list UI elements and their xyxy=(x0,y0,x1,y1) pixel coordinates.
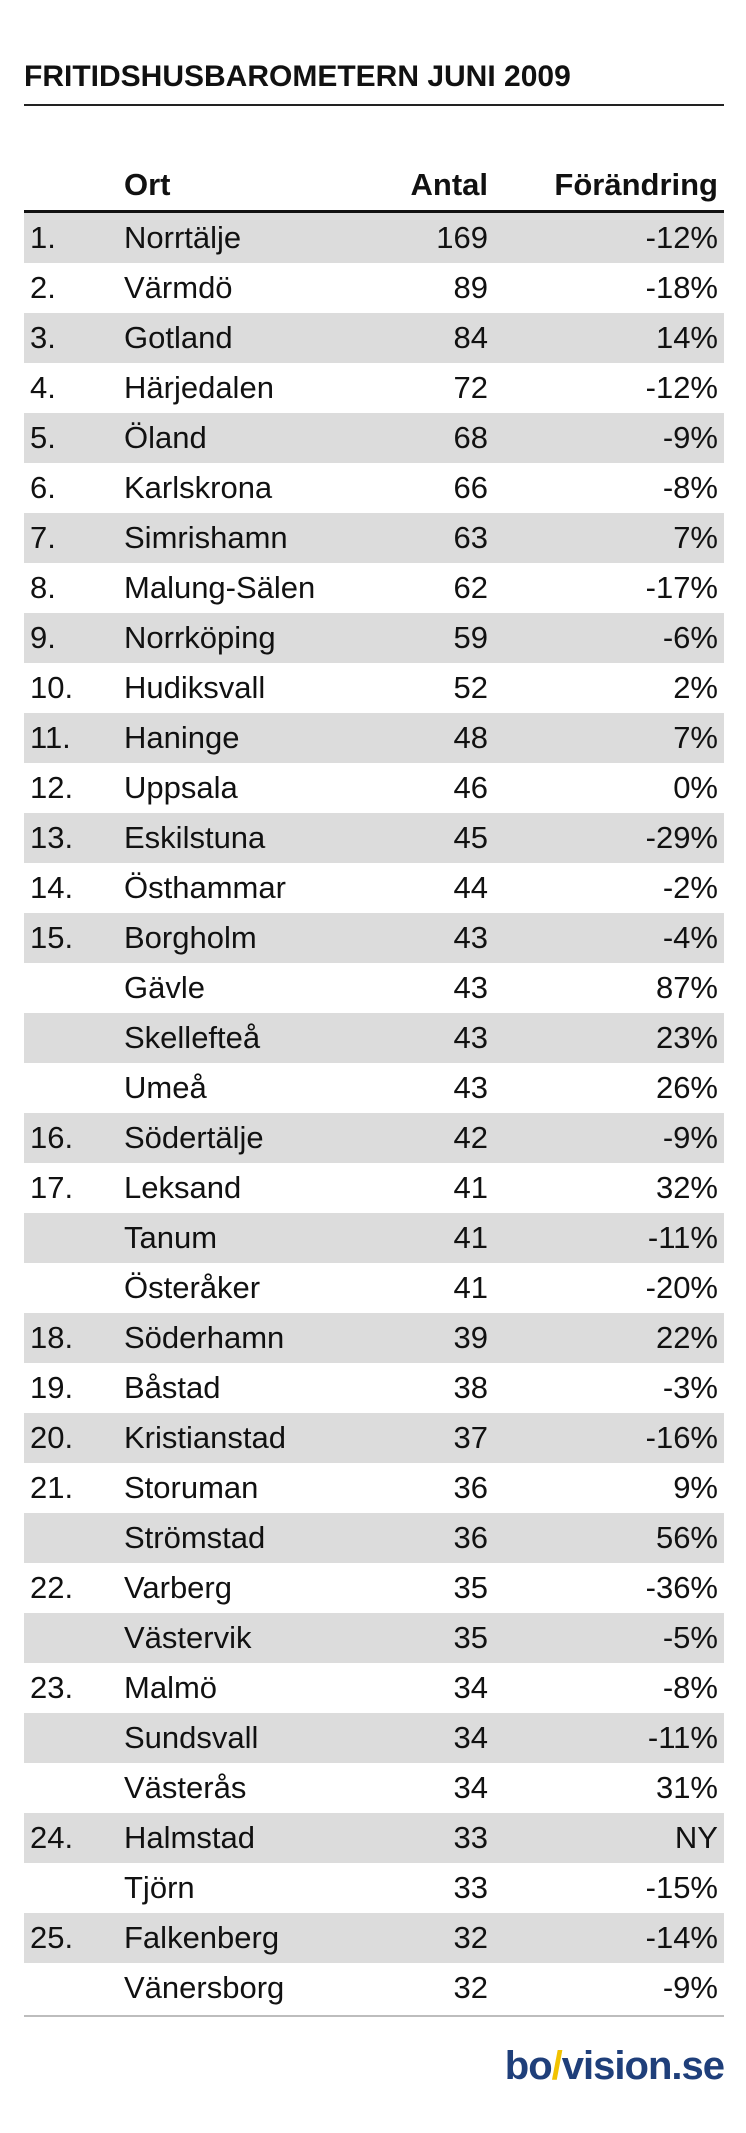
table-row xyxy=(24,1613,724,1663)
antal-cell: 39 xyxy=(453,1320,488,1355)
table-body xyxy=(24,213,724,2013)
table-bottom-divider xyxy=(24,2015,724,2017)
antal-cell: 66 xyxy=(453,470,488,505)
rank-cell: 24. xyxy=(30,1820,74,1855)
table-row xyxy=(24,1313,724,1363)
change-cell: 14% xyxy=(655,320,718,355)
antal-cell: 41 xyxy=(453,1170,488,1205)
antal-cell: 43 xyxy=(453,1070,488,1105)
table-row xyxy=(24,463,724,513)
change-cell: 9% xyxy=(673,1470,718,1505)
antal-cell: 33 xyxy=(453,1870,488,1905)
change-cell: 31% xyxy=(655,1770,718,1805)
rank-cell: 17. xyxy=(30,1170,74,1205)
table-row xyxy=(24,213,724,263)
antal-cell: 43 xyxy=(453,970,488,1005)
change-cell: 87% xyxy=(655,970,718,1005)
change-cell: 7% xyxy=(673,520,718,555)
table-row xyxy=(24,663,724,713)
table-row xyxy=(24,413,724,463)
rank-cell: 2. xyxy=(30,270,56,305)
table-row xyxy=(24,1263,724,1313)
change-cell: 26% xyxy=(655,1070,718,1105)
table-row xyxy=(24,1763,724,1813)
change-cell: 32% xyxy=(655,1170,718,1205)
ort-cell: Södertälje xyxy=(124,1120,264,1155)
antal-cell: 36 xyxy=(453,1520,488,1555)
ort-cell: Öland xyxy=(124,420,207,455)
antal-cell: 41 xyxy=(453,1220,488,1255)
ort-cell: Eskilstuna xyxy=(124,820,266,855)
change-cell: NY xyxy=(674,1820,718,1855)
change-cell: -16% xyxy=(645,1420,718,1455)
antal-cell: 72 xyxy=(453,370,488,405)
antal-cell: 35 xyxy=(453,1570,488,1605)
ort-cell: Tjörn xyxy=(124,1870,195,1905)
antal-cell: 45 xyxy=(453,820,488,855)
ort-cell: Österåker xyxy=(124,1270,261,1305)
antal-cell: 37 xyxy=(453,1420,488,1455)
rank-cell: 8. xyxy=(30,570,56,605)
table-row xyxy=(24,563,724,613)
table-row xyxy=(24,1913,724,1963)
ort-cell: Gotland xyxy=(124,320,233,355)
antal-cell: 169 xyxy=(436,220,488,255)
antal-cell: 34 xyxy=(453,1720,488,1755)
table-row xyxy=(24,263,724,313)
ort-cell: Uppsala xyxy=(124,770,238,805)
ort-cell: Strömstad xyxy=(124,1520,266,1555)
antal-cell: 89 xyxy=(453,270,488,305)
rank-cell: 19. xyxy=(30,1370,74,1405)
header-change: Förändring xyxy=(554,167,718,202)
table-row xyxy=(24,1713,724,1763)
rank-cell: 23. xyxy=(30,1670,74,1705)
rank-cell: 6. xyxy=(30,470,56,505)
antal-cell: 36 xyxy=(453,1470,488,1505)
change-cell: -11% xyxy=(647,1720,718,1755)
antal-cell: 32 xyxy=(453,1920,488,1955)
rank-cell: 7. xyxy=(30,520,56,555)
change-cell: -29% xyxy=(645,820,718,855)
change-cell: -11% xyxy=(647,1220,718,1255)
change-cell: 0% xyxy=(673,770,718,805)
change-cell: 7% xyxy=(673,720,718,755)
page-title: FRITIDSHUSBAROMETERN JUNI 2009 xyxy=(24,60,571,93)
table-header xyxy=(24,162,724,210)
ort-cell: Kristianstad xyxy=(124,1420,286,1455)
change-cell: -5% xyxy=(662,1620,718,1655)
change-cell: -20% xyxy=(645,1270,718,1305)
antal-cell: 33 xyxy=(453,1820,488,1855)
rank-cell: 11. xyxy=(30,720,71,755)
ort-cell: Simrishamn xyxy=(124,520,288,555)
header-ort: Ort xyxy=(124,167,171,202)
antal-cell: 52 xyxy=(453,670,488,705)
antal-cell: 44 xyxy=(453,870,488,905)
change-cell: -2% xyxy=(662,870,718,905)
change-cell: -4% xyxy=(662,920,718,955)
rank-cell: 15. xyxy=(30,920,74,955)
rank-cell: 5. xyxy=(30,420,56,455)
table-row xyxy=(24,1013,724,1063)
rank-cell: 20. xyxy=(30,1420,74,1455)
antal-cell: 41 xyxy=(453,1270,488,1305)
antal-cell: 46 xyxy=(453,770,488,805)
ort-cell: Malmö xyxy=(124,1670,218,1705)
change-cell: -8% xyxy=(662,1670,718,1705)
rank-cell: 18. xyxy=(30,1320,74,1355)
ort-cell: Falkenberg xyxy=(124,1920,280,1955)
rank-cell: 16. xyxy=(30,1120,74,1155)
ort-cell: Västervik xyxy=(124,1620,252,1655)
logo-part2: vision.se xyxy=(561,2044,724,2088)
table-row xyxy=(24,813,724,863)
change-cell: -8% xyxy=(662,470,718,505)
change-cell: 22% xyxy=(655,1320,718,1355)
table-row xyxy=(24,863,724,913)
table-row xyxy=(24,763,724,813)
change-cell: -17% xyxy=(645,570,718,605)
table-row xyxy=(24,1063,724,1113)
antal-cell: 68 xyxy=(453,420,488,455)
rank-cell: 21. xyxy=(30,1470,74,1505)
ort-cell: Gävle xyxy=(124,970,205,1005)
antal-cell: 35 xyxy=(453,1620,488,1655)
table-row xyxy=(24,713,724,763)
ort-cell: Härjedalen xyxy=(124,370,274,405)
ort-cell: Östhammar xyxy=(124,870,286,905)
rank-cell: 25. xyxy=(30,1920,74,1955)
table-row xyxy=(24,313,724,363)
ort-cell: Värmdö xyxy=(124,270,233,305)
ranking-table xyxy=(24,162,724,2017)
ort-cell: Borgholm xyxy=(124,920,257,955)
ort-cell: Sundsvall xyxy=(124,1720,259,1755)
ort-cell: Hudiksvall xyxy=(124,670,266,705)
antal-cell: 43 xyxy=(453,1020,488,1055)
change-cell: -12% xyxy=(645,220,718,255)
antal-cell: 84 xyxy=(453,320,488,355)
antal-cell: 32 xyxy=(453,1970,488,2005)
antal-cell: 59 xyxy=(453,620,488,655)
change-cell: -9% xyxy=(662,1120,718,1155)
logo-part1: bo xyxy=(504,2044,552,2088)
ort-cell: Umeå xyxy=(124,1070,207,1105)
change-cell: 2% xyxy=(673,670,718,705)
table-row xyxy=(24,963,724,1013)
table-row xyxy=(24,1863,724,1913)
change-cell: -12% xyxy=(645,370,718,405)
antal-cell: 62 xyxy=(453,570,488,605)
rank-cell: 14. xyxy=(30,870,74,905)
bovision-logo xyxy=(505,2044,724,2089)
rank-cell: 22. xyxy=(30,1570,74,1605)
antal-cell: 48 xyxy=(453,720,488,755)
table-row xyxy=(24,1363,724,1413)
table-row xyxy=(24,1213,724,1263)
ort-cell: Halmstad xyxy=(124,1820,255,1855)
change-cell: -15% xyxy=(645,1870,718,1905)
ort-cell: Varberg xyxy=(124,1570,232,1605)
change-cell: 23% xyxy=(655,1020,718,1055)
rank-cell: 12. xyxy=(30,770,74,805)
title-divider xyxy=(24,104,724,106)
table-row xyxy=(24,1813,724,1863)
antal-cell: 63 xyxy=(453,520,488,555)
change-cell: -36% xyxy=(645,1570,718,1605)
change-cell: -14% xyxy=(645,1920,718,1955)
antal-cell: 42 xyxy=(453,1120,488,1155)
ort-cell: Tanum xyxy=(124,1220,218,1255)
ort-cell: Norrtälje xyxy=(124,220,242,255)
table-row xyxy=(24,363,724,413)
table-row xyxy=(24,1663,724,1713)
change-cell: -18% xyxy=(645,270,718,305)
ort-cell: Malung-Sälen xyxy=(124,570,316,605)
antal-cell: 34 xyxy=(453,1770,488,1805)
header-antal: Antal xyxy=(410,167,488,202)
antal-cell: 34 xyxy=(453,1670,488,1705)
rank-cell: 3. xyxy=(30,320,56,355)
table-row xyxy=(24,1163,724,1213)
table-row xyxy=(24,913,724,963)
table-row xyxy=(24,1563,724,1613)
change-cell: -6% xyxy=(662,620,718,655)
rank-cell: 4. xyxy=(30,370,56,405)
table-row xyxy=(24,1463,724,1513)
antal-cell: 38 xyxy=(453,1370,488,1405)
change-cell: 56% xyxy=(655,1520,718,1555)
ort-cell: Storuman xyxy=(124,1470,259,1505)
ort-cell: Norrköping xyxy=(124,620,276,655)
change-cell: -3% xyxy=(662,1370,718,1405)
rank-cell: 13. xyxy=(30,820,74,855)
ort-cell: Skellefteå xyxy=(124,1020,261,1055)
ort-cell: Haninge xyxy=(124,720,240,755)
ort-cell: Båstad xyxy=(124,1370,221,1405)
ort-cell: Västerås xyxy=(124,1770,247,1805)
change-cell: -9% xyxy=(662,1970,718,2005)
ort-cell: Karlskrona xyxy=(124,470,273,505)
change-cell: -9% xyxy=(662,420,718,455)
table-row xyxy=(24,1963,724,2013)
ort-cell: Leksand xyxy=(124,1170,242,1205)
ort-cell: Söderhamn xyxy=(124,1320,285,1355)
antal-cell: 43 xyxy=(453,920,488,955)
rank-cell: 10. xyxy=(30,670,74,705)
table-row xyxy=(24,613,724,663)
logo-accent: / xyxy=(551,2044,562,2088)
rank-cell: 9. xyxy=(30,620,56,655)
table-row xyxy=(24,513,724,563)
rank-cell: 1. xyxy=(30,220,56,255)
table-row xyxy=(24,1113,724,1163)
ort-cell: Vänersborg xyxy=(124,1970,285,2005)
table-row xyxy=(24,1513,724,1563)
table-row xyxy=(24,1413,724,1463)
